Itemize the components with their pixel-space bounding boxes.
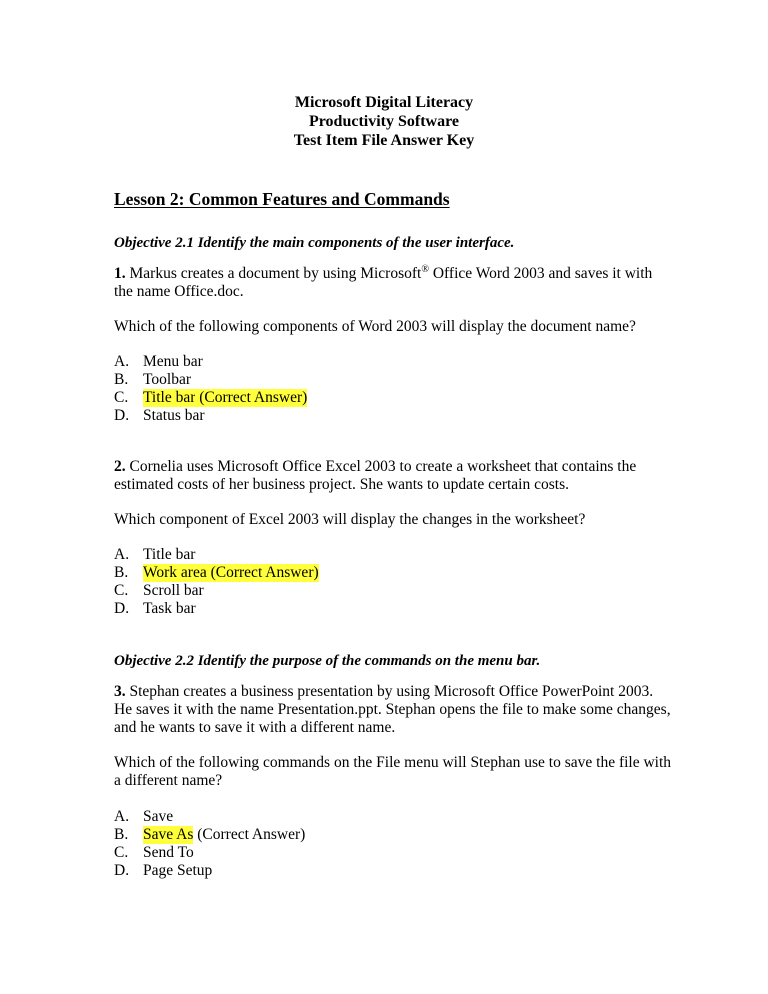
question-2-prompt: Which component of Excel 2003 will display the changes in the worksheet? xyxy=(114,511,586,528)
objective-2-1: Objective 2.1 Identify the main components of the user interface. xyxy=(114,235,515,251)
question-1-stem-a: Markus creates a document by using Microsoft xyxy=(125,265,422,282)
option-letter: A. xyxy=(114,546,130,563)
title-line-3: Test Item File Answer Key xyxy=(293,132,475,149)
question-3-number: 3. xyxy=(114,683,126,700)
question-1-number: 1. xyxy=(114,265,126,282)
title-line-2: Productivity Software xyxy=(308,113,460,130)
option-row xyxy=(114,546,614,564)
correct-answer-marker: (Correct Answer) xyxy=(206,564,319,581)
option-letter: A. xyxy=(114,353,130,370)
question-3-stem-text: Stephan creates a business presentation by using Microsoft Office PowerPoint 2003. He saves it with the name Presentation.ppt. Stephan opens the file to make some changes, and he wants to save it with a different name. xyxy=(114,683,675,736)
question-2-stem-text: Cornelia uses Microsoft Office Excel 2003 to create a worksheet that contains the estimated costs of her business project. She wants to update certain costs. xyxy=(114,458,641,493)
option-letter: B. xyxy=(114,564,129,581)
question-2-stem xyxy=(114,458,674,494)
question-1-stem-b: Office Word 2003 and saves it with the name Office.doc. xyxy=(114,265,657,300)
question-2-options xyxy=(114,546,614,618)
option-text: Page Setup xyxy=(143,862,213,879)
option-row xyxy=(114,407,614,425)
registered-mark: ® xyxy=(421,263,429,275)
document-title xyxy=(0,93,768,150)
option-text: Work area xyxy=(143,564,207,581)
title-line-1: Microsoft Digital Literacy xyxy=(294,94,474,111)
option-text: Task bar xyxy=(143,600,196,617)
question-3-prompt: Which of the following commands on the File menu will Stephan use to save the file with a different name? xyxy=(114,754,672,789)
option-row xyxy=(114,808,614,826)
option-text: Send To xyxy=(143,844,194,861)
option-text: Save xyxy=(143,808,174,825)
option-letter: A. xyxy=(114,808,130,825)
correct-answer-marker: (Correct Answer) xyxy=(195,389,308,406)
option-letter: C. xyxy=(114,389,129,406)
option-letter: D. xyxy=(114,862,130,879)
option-letter: C. xyxy=(114,582,129,599)
option-row-correct xyxy=(114,389,614,407)
option-text: Status bar xyxy=(143,407,205,424)
option-row xyxy=(114,582,614,600)
option-row-correct xyxy=(114,826,614,844)
question-2-number: 2. xyxy=(114,458,126,475)
option-text: Title bar xyxy=(143,389,196,406)
option-letter: C. xyxy=(114,844,129,861)
question-1-stem xyxy=(114,265,674,301)
lesson-heading: Lesson 2: Common Features and Commands xyxy=(114,189,450,209)
option-row xyxy=(114,353,614,371)
option-row xyxy=(114,862,614,880)
option-text: Scroll bar xyxy=(143,582,204,599)
option-text: Title bar xyxy=(143,546,196,563)
option-row-correct xyxy=(114,564,614,582)
question-1-prompt: Which of the following components of Word 2003 will display the document name? xyxy=(114,318,636,335)
option-row xyxy=(114,844,614,862)
option-row xyxy=(114,371,614,389)
option-letter: D. xyxy=(114,407,130,424)
option-text: Save As xyxy=(143,826,194,843)
option-letter: B. xyxy=(114,826,129,843)
question-1-options xyxy=(114,353,614,425)
option-text: Menu bar xyxy=(143,353,203,370)
option-letter: D. xyxy=(114,600,130,617)
option-text: Toolbar xyxy=(143,371,191,388)
option-letter: B. xyxy=(114,371,129,388)
correct-answer-marker: (Correct Answer) xyxy=(193,826,306,843)
objective-2-2: Objective 2.2 Identify the purpose of the commands on the menu bar. xyxy=(114,653,541,669)
option-row xyxy=(114,600,614,618)
question-3-options xyxy=(114,808,614,880)
question-3-stem xyxy=(114,683,674,737)
